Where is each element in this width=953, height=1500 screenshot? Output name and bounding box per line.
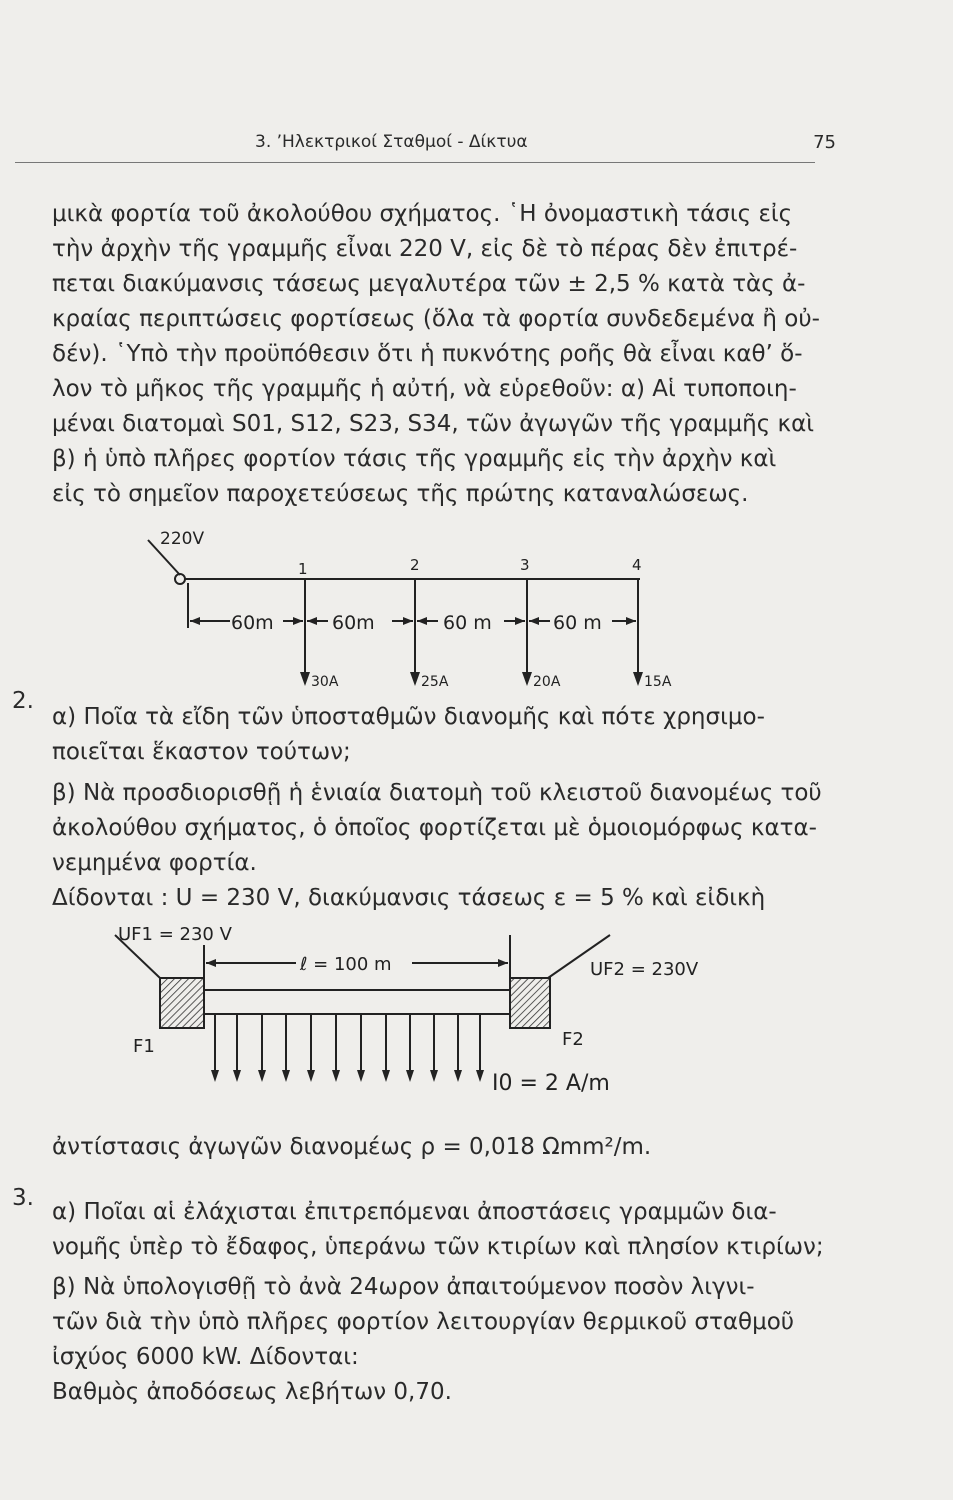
text-line: α) Ποῖαι αἱ ἐλάχισται ἐπιτρεπόμεναι ἀποστάσεις γραμμῶν δια- bbox=[52, 1199, 777, 1225]
text-line: νεμημένα φορτία. bbox=[52, 850, 257, 876]
f2-label: F2 bbox=[562, 1029, 584, 1050]
text-line: νομῆς ὑπὲρ τὸ ἔδαφος, ὑπεράνω τῶν κτιρίων καὶ πλησίον κτιρίων; bbox=[52, 1234, 824, 1260]
source-terminal bbox=[175, 574, 185, 584]
problem-2-number: 2. bbox=[12, 688, 34, 714]
text-line: πεται διακύμανσις τάσεως μεγαλυτέρα τῶν ± 2,5 % κατὰ τὰς ἀ- bbox=[52, 271, 806, 297]
load-label: 30A bbox=[311, 674, 339, 690]
distributor-bar bbox=[204, 990, 510, 1014]
load-label: 25A bbox=[421, 674, 449, 690]
node-label: 3 bbox=[520, 556, 530, 574]
text-line: β) Νὰ ὑπολογισθῇ τὸ ἀνὰ 24ωρον ἀπαιτούμενον ποσὸν λιγνι- bbox=[52, 1274, 755, 1300]
text-line: α) Ποῖα τὰ εἴδη τῶν ὑποσταθμῶν διανομῆς καὶ πότε χρησιμο- bbox=[52, 704, 765, 730]
load-density-label: I0 = 2 A/m bbox=[492, 1071, 610, 1096]
text-line: μικὰ φορτία τοῦ ἀκολούθου σχήματος. ῾Η ὀνομαστικὴ τάσις εἰς bbox=[52, 201, 793, 227]
text-line: τῶν διὰ τὴν ὑπὸ πλῆρες φορτίον λειτουργίαν θερμικοῦ σταθμοῦ bbox=[52, 1309, 795, 1335]
source-lead bbox=[148, 540, 180, 575]
problem-2-resistivity: ἀντίστασις ἀγωγῶν διανομέως ρ = 0,018 Ωmm²/m. bbox=[52, 1134, 652, 1160]
text-line: Δίδονται : U = 230 V, διακύμανσις τάσεως ε = 5 % καὶ εἰδικὴ bbox=[52, 885, 766, 911]
span-label: 60 m bbox=[553, 612, 602, 634]
chapter-title: 3. ’Ηλεκτρικοί Σταθμοί - Δίκτυα bbox=[255, 132, 528, 152]
f1-label: F1 bbox=[133, 1036, 155, 1057]
text-line: λον τὸ μῆκος τῆς γραμμῆς ἡ αὐτή, νὰ εὑρεθοῦν: α) Αἱ τυποποιη- bbox=[52, 376, 797, 402]
span-label: 60 m bbox=[443, 612, 492, 634]
header-rule bbox=[15, 162, 815, 163]
text-line: β) ἡ ὑπὸ πλῆρες φορτίον τάσις τῆς γραμμῆς εἰς τὴν ἀρχὴν καὶ bbox=[52, 446, 777, 472]
node-label: 4 bbox=[632, 556, 642, 574]
feeder-box-f2 bbox=[510, 978, 550, 1028]
f2-lead bbox=[548, 935, 610, 978]
text-line: ἀκολούθου σχήματος, ὁ ὁποῖος φορτίζεται μὲ ὁμοιομόρφως κατα- bbox=[52, 815, 817, 841]
text-line: ἰσχύος 6000 kW. Δίδονται: bbox=[52, 1344, 359, 1370]
span-label: 60m bbox=[231, 612, 274, 634]
load-label: 20A bbox=[533, 674, 561, 690]
problem-3-number: 3. bbox=[12, 1185, 34, 1211]
text-line: μέναι διατομαὶ S01, S12, S23, S34, τῶν ἀγωγῶν τῆς γραμμῆς καὶ bbox=[52, 411, 815, 437]
node-label: 1 bbox=[298, 560, 308, 578]
source-voltage-label: 220V bbox=[160, 529, 205, 549]
text-line: Βαθμὸς ἀποδόσεως λεβήτων 0,70. bbox=[52, 1379, 452, 1405]
uf1-label: UF1 = 230 V bbox=[118, 924, 232, 945]
text-line: ποιεῖται ἕκαστον τούτων; bbox=[52, 739, 351, 765]
text-line: τὴν ἀρχὴν τῆς γραμμῆς εἶναι 220 V, εἰς δὲ τὸ πέρας δὲν ἐπιτρέ- bbox=[52, 236, 798, 262]
text-line: δέν). ῾Υπὸ τὴν προϋπόθεσιν ὅτι ἡ πυκνότης ροῆς θὰ εἶναι καθ’ ὅ- bbox=[52, 341, 803, 367]
length-label: ℓ = 100 m bbox=[300, 954, 392, 975]
feeder-box-f1 bbox=[160, 978, 204, 1028]
page-number: 75 bbox=[813, 132, 836, 153]
text-line: κραίας περιπτώσεις φορτίσεως (ὅλα τὰ φορτία συνδεδεμένα ἢ οὐ- bbox=[52, 306, 820, 332]
text-line: εἰς τὸ σημεῖον παροχετεύσεως τῆς πρώτης καταναλώσεως. bbox=[52, 481, 749, 507]
node-label: 2 bbox=[410, 556, 420, 574]
uf2-label: UF2 = 230V bbox=[590, 959, 699, 980]
text-line: β) Νὰ προσδιορισθῇ ἡ ἑνιαία διατομὴ τοῦ κλειστοῦ διανομέως τοῦ bbox=[52, 780, 822, 806]
span-label: 60m bbox=[332, 612, 375, 634]
running-header bbox=[255, 132, 836, 158]
f1-lead bbox=[115, 935, 160, 978]
load-label: 15A bbox=[644, 674, 672, 690]
